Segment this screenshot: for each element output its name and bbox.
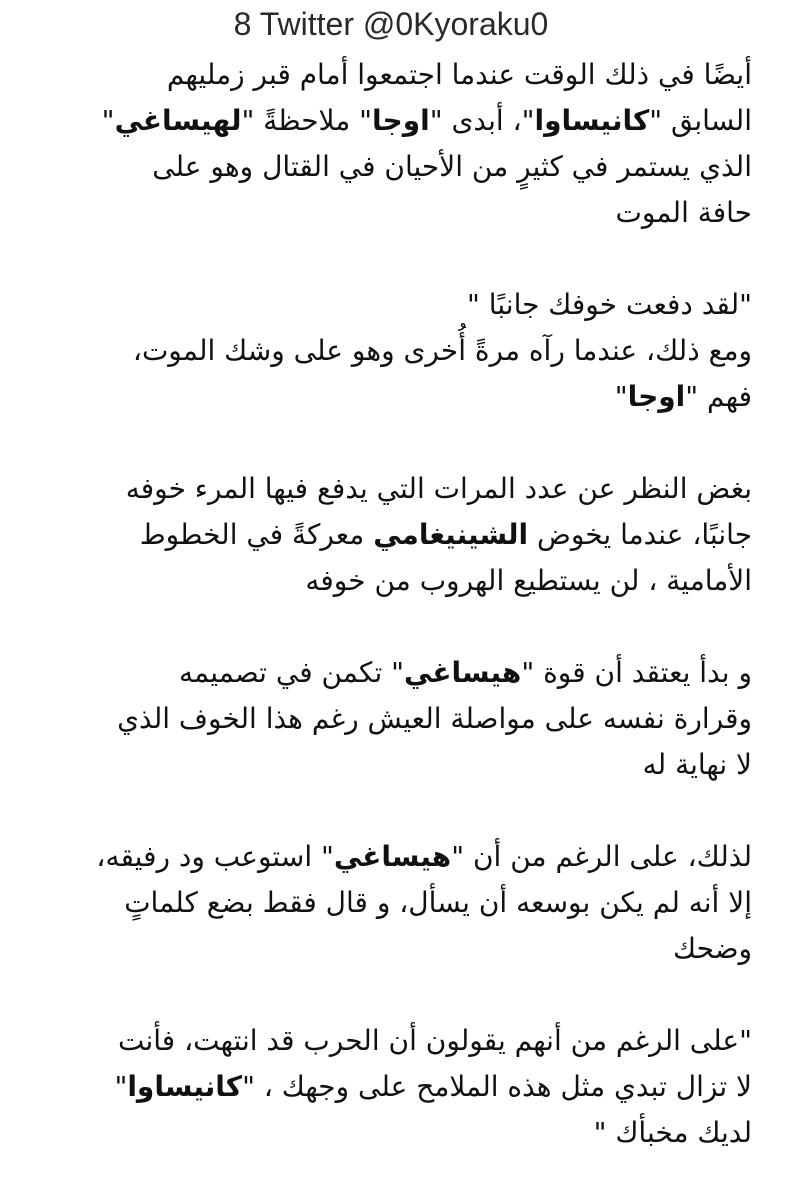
text-segment: وضحك [673,932,752,965]
text-line [30,52,752,98]
text-line [30,512,752,558]
paragraph [30,466,752,604]
text-line [30,1064,752,1110]
text-line [30,374,752,420]
text-segment: " استوعب ود رفيقه، [96,840,334,873]
translation-body [30,52,752,1156]
text-segment: لذلك، على الرغم من أن " [451,840,752,873]
bold-name: الشينيغامي [373,518,529,551]
text-segment: "، أبدى " [429,104,535,137]
text-segment: لا نهاية له [642,748,752,781]
paragraph [30,1018,752,1156]
text-line [30,466,752,512]
text-segment: " [614,380,628,413]
text-line [30,1018,752,1064]
text-line [30,282,752,328]
bold-name: لهيساغي [114,104,242,137]
bold-name: هيساغي [404,656,522,689]
text-line [30,1110,752,1156]
text-line [30,650,752,696]
text-segment: السابق " [649,104,752,137]
text-segment: "على الرغم من أنهم يقولون أن الحرب قد انتهت، فأنت [117,1024,752,1057]
bold-name: اوجا [372,104,430,137]
paragraph [30,52,752,236]
text-line [30,834,752,880]
text-segment: " ملاحظةً " [241,104,373,137]
text-segment: الذي يستمر في كثيرٍ من الأحيان في القتال وهو على [152,150,752,183]
text-line [30,742,752,788]
text-segment: لديك مخبأك " [593,1116,752,1149]
text-segment: وقرارة نفسه على مواصلة العيش رغم هذا الخوف الذي [117,702,752,735]
text-segment: معركةً في الخطوط [139,518,374,551]
text-line [30,926,752,972]
text-segment: لا تزال تبدي مثل هذه الملامح على وجهك ، " [242,1070,752,1103]
bold-name: هيساغي [333,840,452,873]
text-segment: إلا أنه لم يكن بوسعه أن يسأل، و قال فقط بضع كلماتٍ [124,886,752,919]
text-segment: " [101,104,115,137]
text-segment: "لقد دفعت خوفك جانبًا " [467,288,752,321]
paragraph [30,282,752,420]
text-line [30,696,752,742]
text-segment: حافة الموت [615,196,752,229]
paragraph [30,834,752,972]
text-line [30,190,752,236]
text-line [30,144,752,190]
text-segment: و بدأ يعتقد أن قوة " [521,656,752,689]
text-segment: جانبًا، عندما يخوض [528,518,752,551]
text-line [30,328,752,374]
text-segment: بغض النظر عن عدد المرات التي يدفع فيها المرء خوفه [125,472,752,505]
bold-name: كانيساوا [534,104,650,137]
text-line [30,558,752,604]
bold-name: كانيساوا [127,1070,243,1103]
text-segment: الأمامية ، لن يستطيع الهروب من خوفه [305,564,752,597]
text-line [30,98,752,144]
paragraph [30,650,752,788]
text-segment: ومع ذلك، عندما رآه مرةً أُخرى وهو على وشك الموت، [132,334,752,367]
text-segment: أيضًا في ذلك الوقت عندما اجتمعوا أمام قبر زمليهم [166,58,752,91]
text-segment: " تكمن في تصميمه [179,656,405,689]
text-segment: " [114,1070,128,1103]
page-header: 8 Twitter @0Kyoraku0 [233,6,549,42]
text-line [30,880,752,926]
bold-name: اوجا [627,380,686,413]
text-segment: فهم " [685,380,752,413]
